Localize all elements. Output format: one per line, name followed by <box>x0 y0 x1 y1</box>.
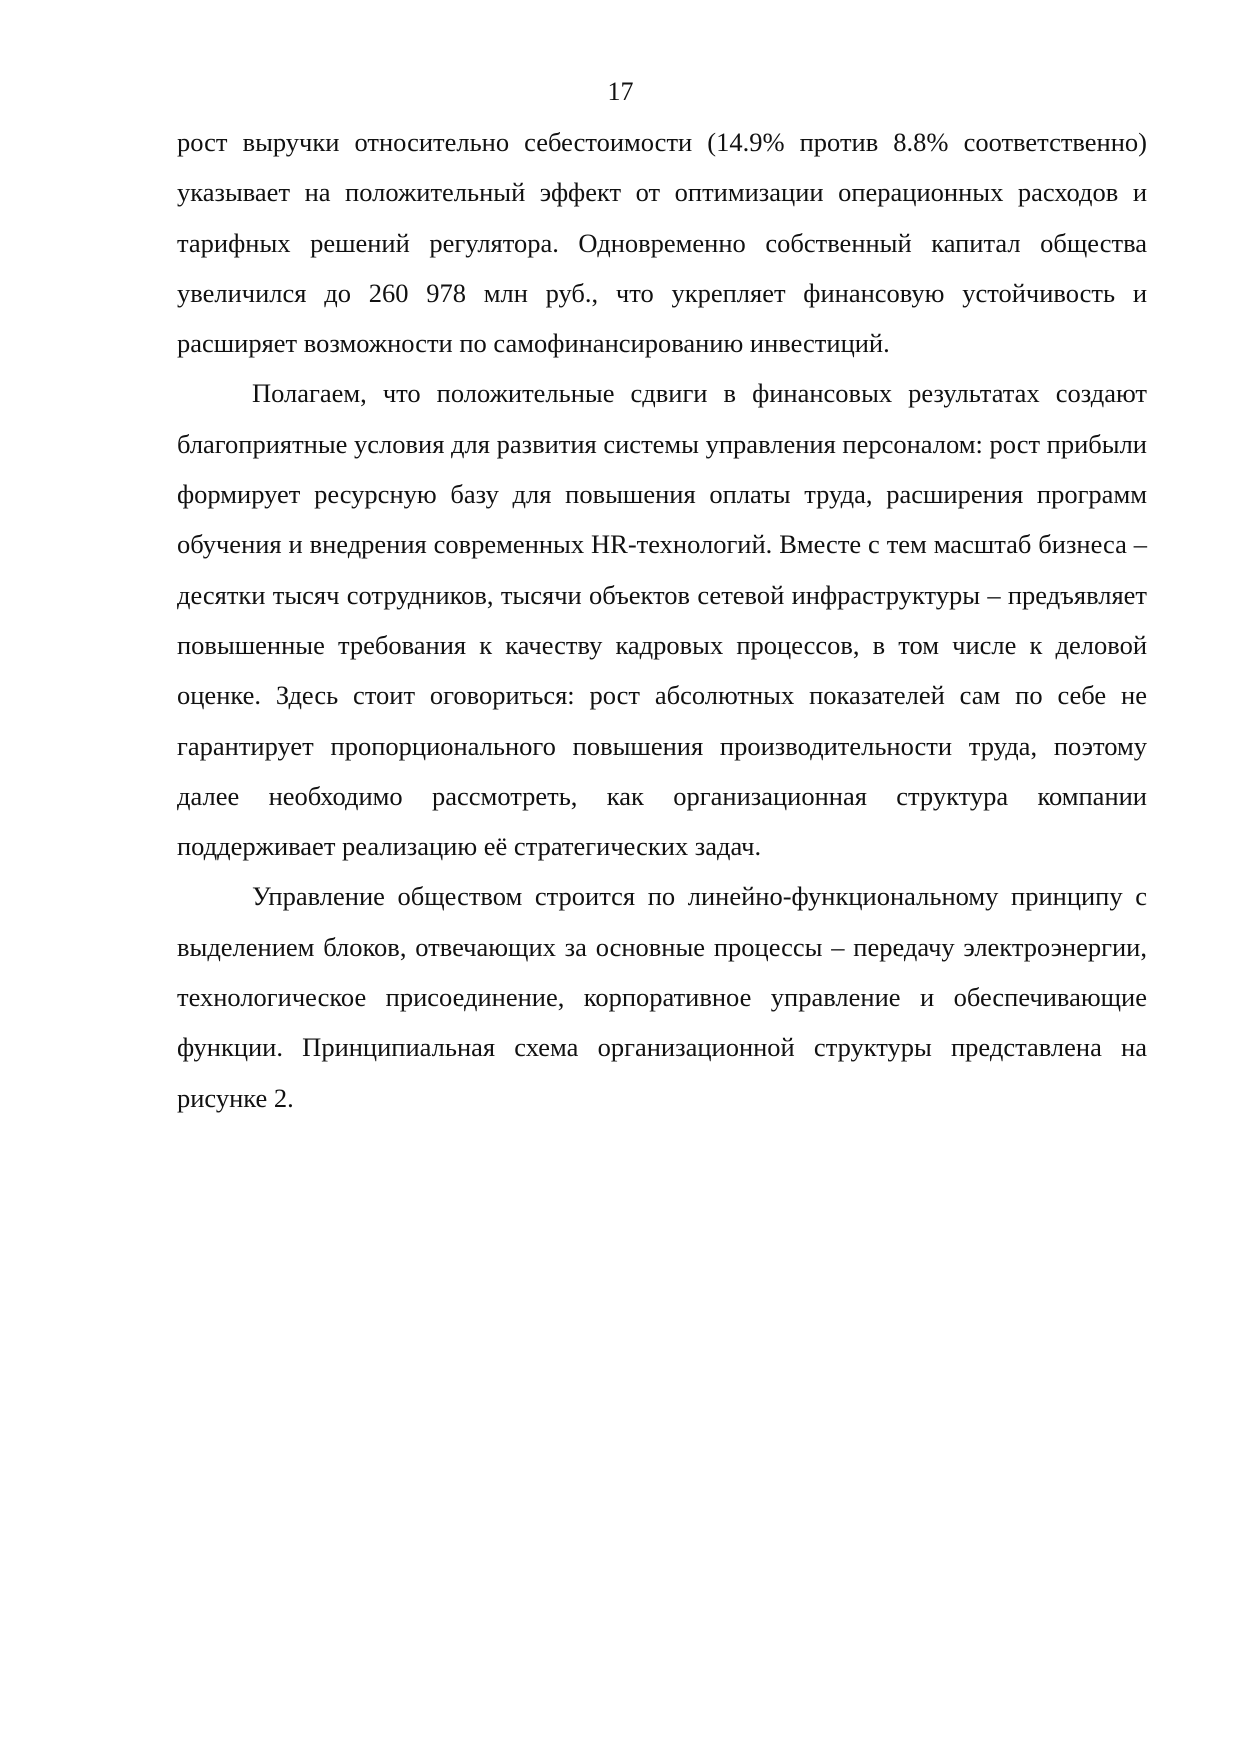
body-text <box>177 117 1147 1123</box>
paragraph-capital-growth: рост выручки относительно себестоимости (14.9% против 8.8% соответственно) указывает на положительный эффект от оптимизации операционных расходов и тарифных решений регулятора. Одновременно собственный капитал общества увеличился до 260 978 млн руб., что укрепляет финансовую устойчивость и расширяет возможности по самофинансированию инвестиций. <box>177 127 1147 359</box>
paragraph-hr-implications: Полагаем, что положительные сдвиги в финансовых результатах создают благоприятные условия для развития системы управления персоналом: рост прибыли формирует ресурсную базу для повышения оплаты труда, расширения программ обучения и внедрения современных HR-технологий. Вместе с тем масштаб бизнеса – десятки тысяч сотрудников, тысячи объектов сетевой инфраструктуры – предъявляет повышенные требования к качеству кадровых процессов, в том числе к деловой оценке. Здесь стоит оговориться: рост абсолютных показателей сам по себе не гарантирует пропорционального повышения производительности труда, поэтому далее необходимо рассмотреть, как организационная структура компании поддерживает реализацию её стратегических задач. <box>177 378 1147 862</box>
paragraph-org-structure: Управление обществом строится по линейно-функциональному принципу с выделением блоков, отвечающих за основные процессы – передачу электроэнергии, технологическое присоединение, корпоративное управление и обеспечивающие функции. Принципиальная схема организационной структуры представлена на рисунке 2. <box>177 881 1147 1113</box>
page-number: 17 <box>607 77 634 106</box>
